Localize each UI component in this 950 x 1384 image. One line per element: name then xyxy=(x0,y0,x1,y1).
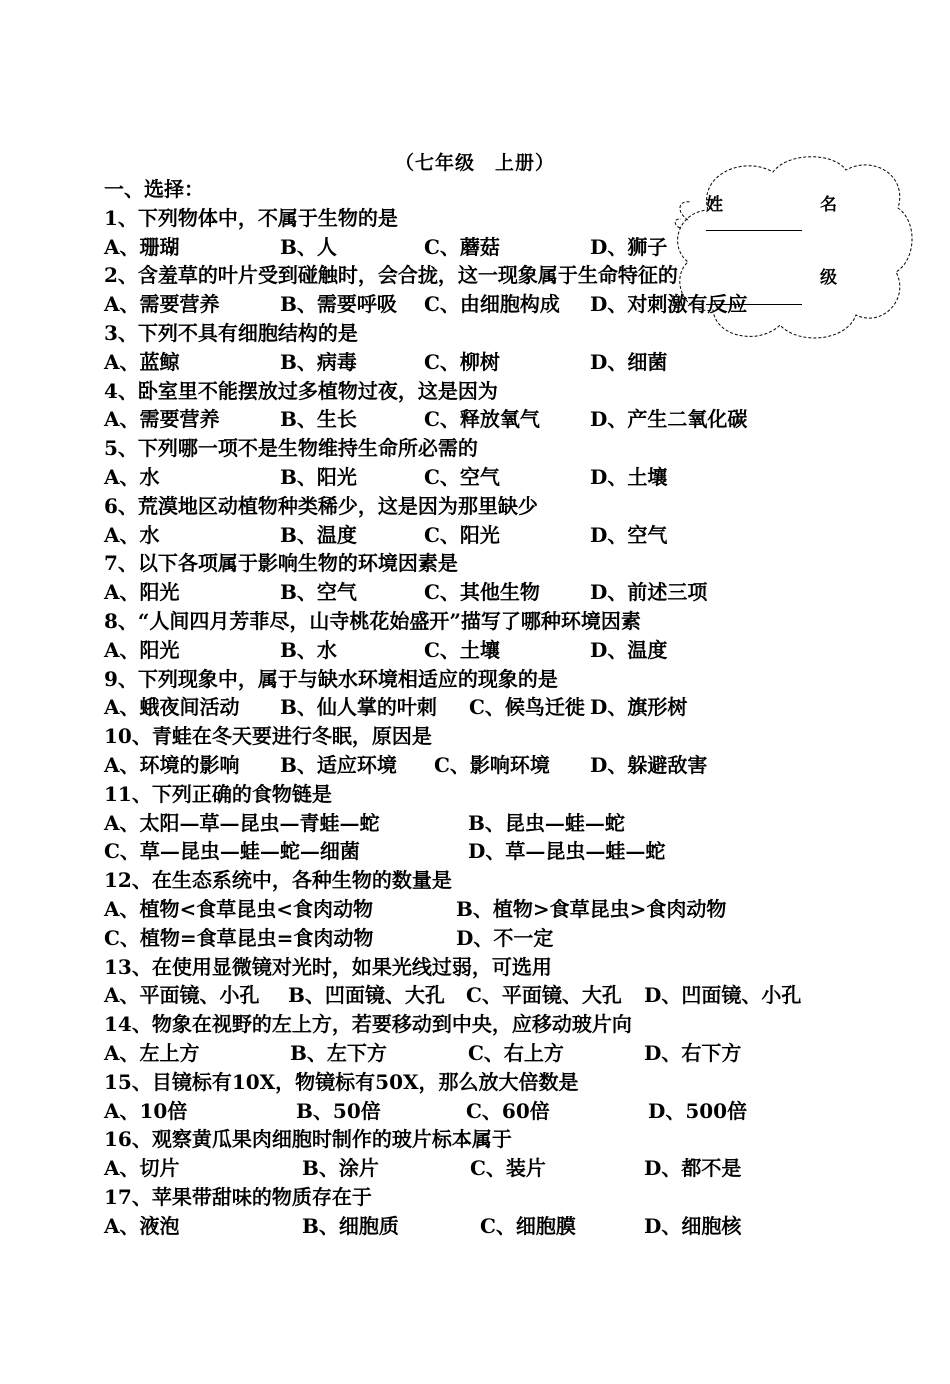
question-7-stem: 7、以下各项属于影响生物的环境因素是 xyxy=(104,551,458,576)
question-3-options xyxy=(104,348,678,377)
option-a[interactable]: A、太阳—草—昆虫—青蛙—蛇 xyxy=(104,810,380,835)
question-13-options xyxy=(104,981,802,1010)
option-b[interactable]: B、人 xyxy=(280,234,337,259)
option-b[interactable]: B、左下方 xyxy=(290,1040,387,1065)
question-2-stem: 2、含羞草的叶片受到碰触时，会合拢，这一现象属于生命特征的 xyxy=(104,263,678,288)
question-3-stem: 3、下列不具有细胞结构的是 xyxy=(104,320,358,345)
option-b[interactable]: B、水 xyxy=(280,637,337,662)
question-12-options-row-2 xyxy=(104,924,678,953)
option-d[interactable]: D、凹面镜、小孔 xyxy=(644,983,802,1008)
option-b[interactable]: B、植物>食草昆虫>食肉动物 xyxy=(456,896,727,921)
question-list xyxy=(104,175,802,1240)
option-b[interactable]: B、50倍 xyxy=(296,1098,381,1123)
name-label-char-2: 名 xyxy=(820,195,837,215)
question-4-options xyxy=(104,405,748,434)
option-a[interactable]: A、水 xyxy=(104,464,160,489)
option-d[interactable]: D、都不是 xyxy=(644,1156,742,1181)
question-17-stem: 17、苹果带甜味的物质存在于 xyxy=(104,1184,372,1209)
question-2-options xyxy=(104,290,748,319)
option-c[interactable]: C、释放氧气 xyxy=(424,407,540,432)
question-1-options xyxy=(104,233,678,262)
question-8-stem: 8、“人间四月芳菲尽，山寺桃花始盛开”描写了哪种环境因素 xyxy=(104,608,641,633)
option-a[interactable]: A、阳光 xyxy=(104,580,180,605)
question-7-options xyxy=(104,578,708,607)
question-15-stem: 15、目镜标有10X，物镜标有50X，那么放大倍数是 xyxy=(104,1069,579,1094)
option-c[interactable]: C、候鸟迁徙 xyxy=(469,695,585,720)
option-c[interactable]: C、细胞膜 xyxy=(480,1213,576,1238)
option-d[interactable]: D、空气 xyxy=(590,522,668,547)
question-6-stem: 6、荒漠地区动植物种类稀少，这是因为那里缺少 xyxy=(104,493,538,518)
option-c[interactable]: C、平面镜、大孔 xyxy=(466,983,622,1008)
option-b[interactable]: B、温度 xyxy=(280,522,357,547)
option-a[interactable]: A、水 xyxy=(104,522,160,547)
name-label-char-1: 姓 xyxy=(706,195,723,215)
option-b[interactable]: B、昆虫—蛙—蛇 xyxy=(468,810,625,835)
option-a[interactable]: A、蓝鲸 xyxy=(104,349,180,374)
option-c[interactable]: C、空气 xyxy=(424,464,500,489)
option-d[interactable]: D、右下方 xyxy=(644,1040,742,1065)
question-12-options-row-1 xyxy=(104,895,727,924)
option-d[interactable]: D、狮子 xyxy=(590,234,668,259)
option-b[interactable]: B、空气 xyxy=(280,580,357,605)
option-a[interactable]: A、平面镜、小孔 xyxy=(104,983,260,1008)
option-d[interactable]: D、细菌 xyxy=(590,349,668,374)
option-b[interactable]: B、适应环境 xyxy=(280,752,397,777)
question-16-stem: 16、观察黄瓜果肉细胞时制作的玻片标本属于 xyxy=(104,1127,512,1152)
option-c[interactable]: C、植物=食草昆虫=食肉动物 xyxy=(104,925,374,950)
option-a[interactable]: A、需要营养 xyxy=(104,407,220,432)
question-9-options xyxy=(104,693,688,722)
option-d[interactable]: D、细胞核 xyxy=(644,1213,742,1238)
question-17-options xyxy=(104,1212,742,1241)
option-a[interactable]: A、环境的影响 xyxy=(104,752,240,777)
option-a[interactable]: A、液泡 xyxy=(104,1213,180,1238)
question-14-options xyxy=(104,1039,742,1068)
option-b[interactable]: B、细胞质 xyxy=(302,1213,399,1238)
question-11-options-row-1 xyxy=(104,809,678,838)
option-a[interactable]: A、10倍 xyxy=(104,1098,188,1123)
option-b[interactable]: B、阳光 xyxy=(280,464,357,489)
option-b[interactable]: B、需要呼吸 xyxy=(280,292,397,317)
option-a[interactable]: A、蛾夜间活动 xyxy=(104,695,240,720)
option-a[interactable]: A、左上方 xyxy=(104,1040,200,1065)
question-11-options-row-2 xyxy=(104,837,678,866)
option-d[interactable]: D、温度 xyxy=(590,637,668,662)
question-10-stem: 10、青蛙在冬天要进行冬眠，原因是 xyxy=(104,724,432,749)
option-a[interactable]: A、切片 xyxy=(104,1156,180,1181)
question-13-stem: 13、在使用显微镜对光时，如果光线过弱，可选用 xyxy=(104,954,552,979)
option-d[interactable]: D、产生二氧化碳 xyxy=(590,407,748,432)
option-c[interactable]: C、土壤 xyxy=(424,637,500,662)
question-1-stem: 1、下列物体中，不属于生物的是 xyxy=(104,205,398,230)
question-5-options xyxy=(104,463,678,492)
option-d[interactable]: D、躲避敌害 xyxy=(590,752,708,777)
question-6-options xyxy=(104,521,678,550)
grade-heading: （七年级 上册） xyxy=(394,152,555,174)
option-b[interactable]: B、病毒 xyxy=(280,349,357,374)
option-d[interactable]: D、不一定 xyxy=(456,925,554,950)
question-14-stem: 14、物象在视野的左上方，若要移动到中央，应移动玻片向 xyxy=(104,1012,632,1037)
option-c[interactable]: C、其他生物 xyxy=(424,580,540,605)
option-d[interactable]: D、对刺激有反应 xyxy=(590,292,748,317)
section-title: 一、选择： xyxy=(104,177,204,201)
question-8-options xyxy=(104,636,678,665)
option-c[interactable]: C、由细胞构成 xyxy=(424,292,560,317)
class-label-char: 级 xyxy=(820,268,837,288)
option-b[interactable]: B、涂片 xyxy=(302,1156,379,1181)
option-c[interactable]: C、右上方 xyxy=(468,1040,564,1065)
option-c[interactable]: C、影响环境 xyxy=(434,752,550,777)
option-d[interactable]: D、草—昆虫—蛙—蛇 xyxy=(468,839,666,864)
option-c[interactable]: C、阳光 xyxy=(424,522,500,547)
option-d[interactable]: D、前述三项 xyxy=(590,580,708,605)
question-4-stem: 4、卧室里不能摆放过多植物过夜，这是因为 xyxy=(104,378,498,403)
option-a[interactable]: A、阳光 xyxy=(104,637,180,662)
option-b[interactable]: B、仙人掌的叶刺 xyxy=(280,695,437,720)
question-12-stem: 12、在生态系统中，各种生物的数量是 xyxy=(104,868,452,893)
question-10-options xyxy=(104,751,708,780)
option-d[interactable]: D、旗形树 xyxy=(590,695,688,720)
question-16-options xyxy=(104,1154,742,1183)
option-c[interactable]: C、柳树 xyxy=(424,349,500,374)
option-a[interactable]: A、需要营养 xyxy=(104,292,220,317)
option-b[interactable]: B、凹面镜、大孔 xyxy=(288,983,445,1008)
name-blank[interactable] xyxy=(706,230,802,231)
question-11-stem: 11、下列正确的食物链是 xyxy=(104,781,332,806)
question-15-options xyxy=(104,1097,748,1126)
option-c[interactable]: C、草—昆虫—蛙—蛇—细菌 xyxy=(104,839,360,864)
question-5-stem: 5、下列哪一项不是生物维持生命所必需的 xyxy=(104,436,478,461)
option-c[interactable]: C、装片 xyxy=(470,1156,546,1181)
option-a[interactable]: A、植物<食草昆虫<食肉动物 xyxy=(104,896,374,921)
option-a[interactable]: A、珊瑚 xyxy=(104,234,180,259)
option-d[interactable]: D、土壤 xyxy=(590,464,668,489)
option-d[interactable]: D、500倍 xyxy=(648,1098,748,1123)
option-c[interactable]: C、60倍 xyxy=(466,1098,550,1123)
question-9-stem: 9、下列现象中，属于与缺水环境相适应的现象的是 xyxy=(104,666,558,691)
option-b[interactable]: B、生长 xyxy=(280,407,357,432)
option-c[interactable]: C、蘑菇 xyxy=(424,234,500,259)
